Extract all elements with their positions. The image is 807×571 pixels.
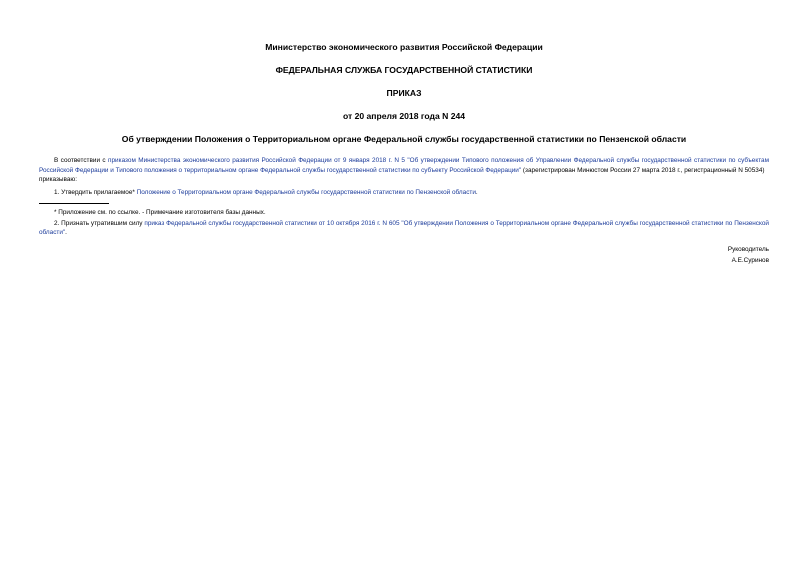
- order-word: приказываю:: [39, 176, 77, 184]
- document-type-heading: ПРИКАЗ: [386, 88, 422, 98]
- ministry-order-link[interactable]: приказом Министерства экономического развития Российской Федерации от 9 января 2018 г. N 5 "Об утверждении Типового положения об Управлении Федеральной службы государственной статистики по субъектам Российской Федерации и Типового положения о территориальном органе Федеральной службы государственной статистики по субъекту Российской Федерации": [39, 157, 770, 174]
- footnote-divider: [39, 203, 109, 204]
- item-1-suffix: .: [475, 189, 478, 197]
- item-1-paragraph: [39, 188, 769, 198]
- signatory-name: А.Е.Суринов: [731, 256, 769, 264]
- service-heading: ФЕДЕРАЛЬНАЯ СЛУЖБА ГОСУДАРСТВЕННОЙ СТАТИСТИКИ: [275, 65, 533, 75]
- intro-prefix: В соответствии с: [54, 157, 109, 164]
- intro-suffix: (зарегистрирован Минюстом России 27 марта 2018 г., регистрационный N 50534): [521, 166, 765, 174]
- ministry-heading: Министерство экономического развития Российской Федерации: [265, 42, 543, 52]
- footnote: * Приложение см. по ссылке. - Примечание изготовителя базы данных.: [54, 208, 266, 216]
- item-1-prefix: 1. Утвердить прилагаемое*: [54, 189, 137, 197]
- date-number-heading: от 20 апреля 2018 года N 244: [342, 111, 466, 121]
- repealed-order-link[interactable]: приказ Федеральной службы государственной статистики от 10 октября 2016 г. N 605 "Об утверждении Положения о Территориальном органе Федеральной службы государственной статистики по Пензенской области": [39, 219, 769, 237]
- intro-paragraph: [39, 156, 769, 175]
- item-2-prefix: 2. Признать утратившим силу: [54, 219, 145, 227]
- item-2-paragraph: [39, 219, 769, 238]
- document-title: Об утверждении Положения о Территориальном органе Федеральной службы государственной статистики по Пензенской области: [121, 134, 687, 144]
- item-2-suffix: .: [65, 229, 67, 237]
- signatory-position: Руководитель: [727, 245, 769, 253]
- document-page: [39, 42, 769, 266]
- regulation-link[interactable]: Положение о Территориальном органе Федеральной службы государственной статистики по Пензенской области: [136, 189, 476, 197]
